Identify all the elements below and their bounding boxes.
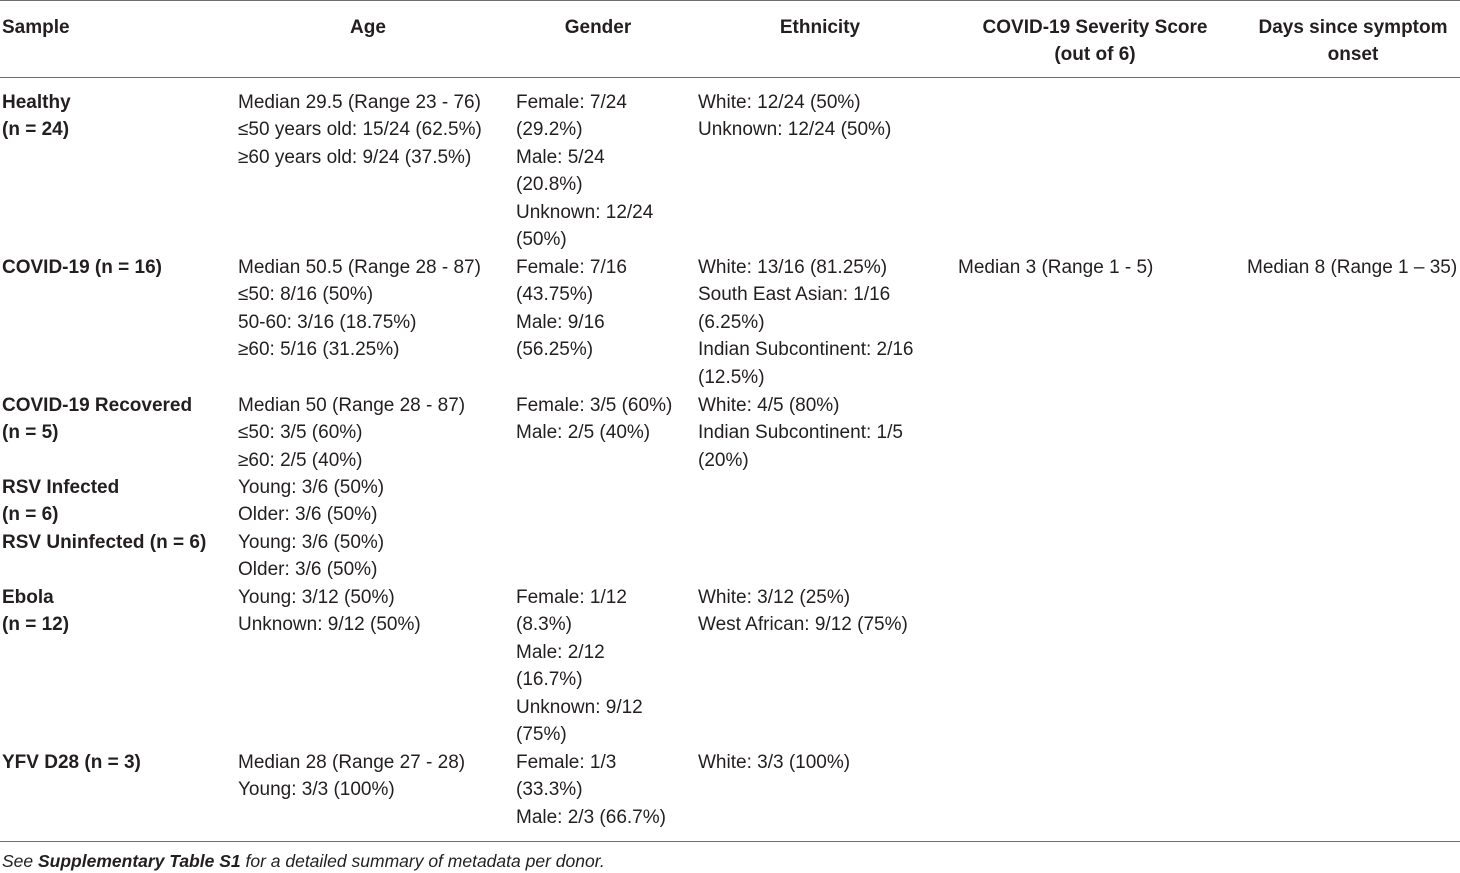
cell-gender-line: (8.3%) (516, 614, 572, 636)
cell-sample-line: YFV D28 (n = 3) (2, 752, 141, 773)
cell-gender-line: Female: 7/24 (516, 92, 627, 113)
cell-ethnicity (698, 89, 891, 144)
cell-gender (516, 89, 653, 253)
cell-gender-line: (20.8%) (516, 174, 583, 196)
cell-age (238, 89, 482, 171)
cell-age-line: Young: 3/3 (100%) (238, 779, 395, 801)
cell-gender-line: Male: 2/5 (40%) (516, 422, 651, 444)
cell-ethnicity-line: (20%) (698, 449, 749, 471)
cell-age-line: Median 50.5 (Range 28 - 87) (238, 257, 481, 278)
cell-gender-line: Female: 1/3 (516, 752, 617, 773)
cell-age (238, 392, 465, 474)
cell-ethnicity-line: White: 3/12 (25%) (698, 587, 851, 608)
top-rule (0, 0, 1460, 1)
cell-severity-line: Median 3 (Range 1 - 5) (958, 257, 1154, 278)
header-days (1244, 14, 1460, 68)
cell-sample (2, 749, 141, 776)
cell-gender (516, 584, 643, 748)
header-sample: Sample (2, 17, 70, 38)
cell-age-line: Young: 3/12 (50%) (238, 587, 395, 608)
cell-gender (516, 749, 666, 831)
cell-age-line: ≤50 years old: 15/24 (62.5%) (238, 119, 482, 141)
footnote-suffix: for a detailed summary of metadata per donor. (240, 851, 605, 871)
cell-age-line: ≥60 years old: 9/24 (37.5%) (238, 146, 472, 168)
cell-sample-line: (n = 6) (2, 504, 59, 526)
cell-gender-line: (75%) (516, 724, 567, 746)
cell-sample-line: (n = 5) (2, 422, 59, 444)
header-ethnicity: Ethnicity (779, 17, 861, 38)
cell-gender-line: (43.75%) (516, 284, 594, 306)
footnote-prefix: See (2, 851, 38, 871)
cell-gender-line: Unknown: 12/24 (516, 201, 654, 223)
cell-gender-line: (16.7%) (516, 669, 583, 691)
cell-severity (958, 254, 1153, 281)
cell-ethnicity-line: White: 4/5 (80%) (698, 395, 840, 416)
cell-ethnicity-line: West African: 9/12 (75%) (698, 614, 908, 636)
cell-age-line: Young: 3/6 (50%) (238, 532, 385, 553)
cell-sample-line: RSV Uninfected (n = 6) (2, 532, 207, 553)
cell-age-line: Median 28 (Range 27 - 28) (238, 752, 466, 773)
cell-ethnicity (698, 254, 914, 391)
cell-gender-line: (56.25%) (516, 339, 594, 361)
bottom-rule (0, 841, 1460, 842)
table-footnote (2, 849, 605, 873)
cell-ethnicity-line: South East Asian: 1/16 (698, 284, 891, 306)
cell-sample-line: Ebola (2, 587, 54, 608)
cell-sample-line: RSV Infected (2, 477, 120, 498)
header-severity-line1: COVID-19 Severity Score (982, 17, 1208, 38)
cell-age-line: ≤50: 8/16 (50%) (238, 284, 374, 306)
cell-sample (2, 584, 69, 639)
cell-ethnicity-line: White: 3/3 (100%) (698, 752, 851, 773)
cell-ethnicity (698, 584, 908, 639)
cell-sample (2, 529, 206, 556)
cell-sample-line: (n = 12) (2, 614, 70, 636)
cell-gender-line: (50%) (516, 229, 567, 251)
cell-age-line: 50-60: 3/16 (18.75%) (238, 311, 417, 333)
header-severity (960, 14, 1230, 68)
cell-gender-line: Female: 7/16 (516, 257, 627, 278)
header-severity-line2: (out of 6) (1054, 44, 1136, 65)
cell-sample (2, 89, 71, 144)
cell-ethnicity-line: Unknown: 12/24 (50%) (698, 119, 892, 141)
cell-age (238, 749, 465, 804)
cell-days-line: Median 8 (Range 1 – 35) (1247, 257, 1458, 278)
cell-sample-line: COVID-19 (n = 16) (2, 257, 162, 278)
cell-gender (516, 392, 672, 447)
cell-age-line: ≥60: 2/5 (40%) (238, 449, 363, 471)
cell-gender-line: Female: 3/5 (60%) (516, 395, 673, 416)
header-gender: Gender (564, 17, 632, 38)
cell-gender-line: (29.2%) (516, 119, 583, 141)
cell-sample-line: COVID-19 Recovered (2, 395, 193, 416)
header-days-line1: Days since symptom (1258, 17, 1448, 38)
cell-sample (2, 254, 162, 281)
header-rule (0, 77, 1460, 78)
cell-age (238, 529, 384, 584)
cell-ethnicity-line: (6.25%) (698, 311, 765, 333)
cell-ethnicity-line: Indian Subcontinent: 1/5 (698, 422, 903, 444)
cell-age-line: Older: 3/6 (50%) (238, 504, 378, 526)
cell-sample (2, 474, 119, 529)
cell-ethnicity (698, 749, 850, 776)
cell-gender-line: (33.3%) (516, 779, 583, 801)
cell-ethnicity-line: Indian Subcontinent: 2/16 (698, 339, 914, 361)
cell-gender-line: Female: 1/12 (516, 587, 627, 608)
cell-ethnicity (698, 392, 903, 474)
cell-age-line: Unknown: 9/12 (50%) (238, 614, 421, 636)
cell-ethnicity-line: White: 12/24 (50%) (698, 92, 861, 113)
cell-sample (2, 392, 192, 447)
cell-gender-line: Male: 2/3 (66.7%) (516, 806, 666, 828)
cell-gender-line: Male: 5/24 (516, 146, 605, 168)
cell-ethnicity-line: White: 13/16 (81.25%) (698, 257, 888, 278)
cell-days (1247, 254, 1457, 281)
cell-age-line: Median 50 (Range 28 - 87) (238, 395, 466, 416)
cell-age-line: Young: 3/6 (50%) (238, 477, 385, 498)
cell-age-line: Median 29.5 (Range 23 - 76) (238, 92, 481, 113)
cell-age (238, 584, 421, 639)
cell-gender (516, 254, 627, 364)
cell-gender-line: Male: 9/16 (516, 311, 605, 333)
cell-age-line: ≤50: 3/5 (60%) (238, 422, 363, 444)
cell-gender-line: Unknown: 9/12 (516, 696, 643, 718)
cell-age (238, 474, 384, 529)
cell-ethnicity-line: (12.5%) (698, 366, 765, 388)
cell-age-line: ≥60: 5/16 (31.25%) (238, 339, 400, 361)
header-days-line2: onset (1327, 44, 1379, 65)
footnote-reference: Supplementary Table S1 (38, 851, 241, 871)
header-age: Age (350, 17, 386, 38)
cell-gender-line: Male: 2/12 (516, 641, 605, 663)
cell-sample-line: Healthy (2, 92, 71, 113)
cell-sample-line: (n = 24) (2, 119, 70, 141)
cell-age-line: Older: 3/6 (50%) (238, 559, 378, 581)
cell-age (238, 254, 481, 364)
